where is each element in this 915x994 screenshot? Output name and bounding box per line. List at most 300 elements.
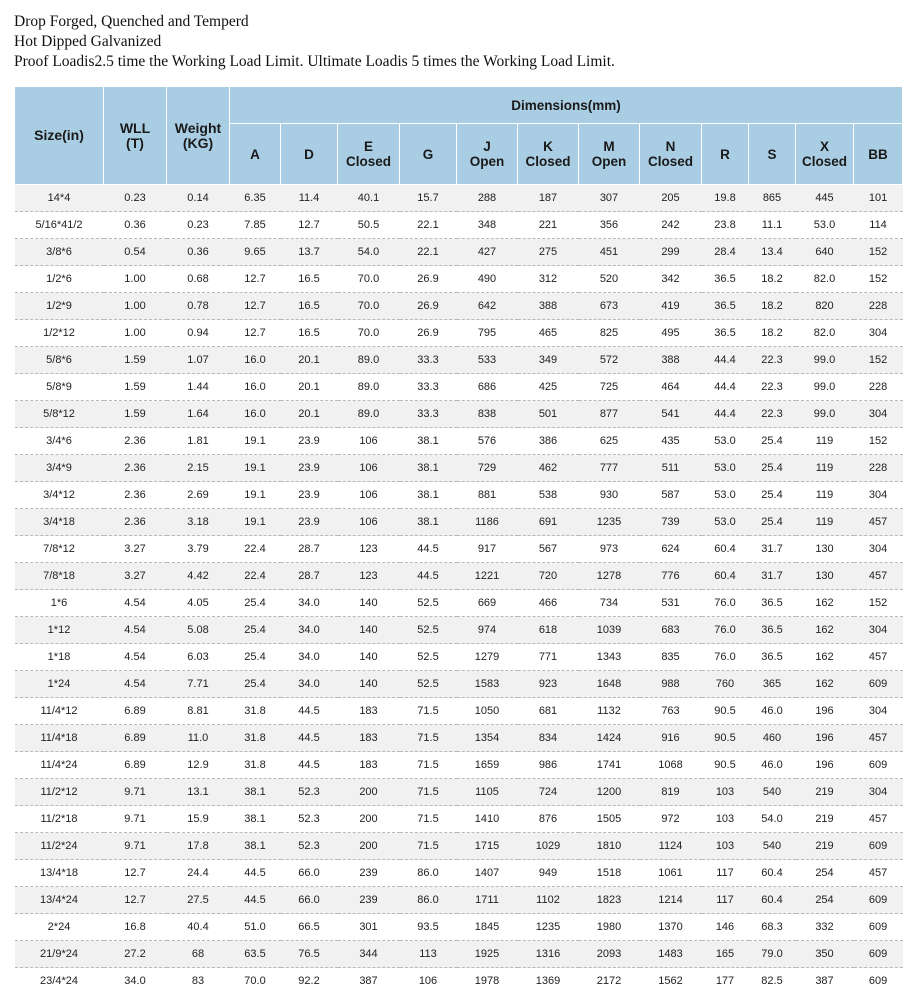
table-cell: 242 [640,212,702,239]
header-size: Size(in) [15,87,104,185]
table-cell: 1.00 [104,320,167,347]
table-cell: 3/4*12 [15,482,104,509]
table-cell: 445 [796,185,854,212]
table-cell: 275 [518,239,579,266]
header-wll: WLL (T) [104,87,167,185]
table-cell: 117 [702,887,749,914]
table-cell: 31.8 [230,698,281,725]
table-cell: 11.4 [281,185,338,212]
table-cell: 7.85 [230,212,281,239]
table-cell: 720 [518,563,579,590]
table-cell: 89.0 [338,374,400,401]
table-cell: 3/4*6 [15,428,104,455]
table-cell: 76.0 [702,644,749,671]
table-cell: 53.0 [702,509,749,536]
table-cell: 949 [518,860,579,887]
table-cell: 1370 [640,914,702,941]
table-cell: 820 [796,293,854,320]
intro-line: Drop Forged, Quenched and Temperd [14,12,615,32]
table-cell: 12.7 [104,860,167,887]
table-cell: 40.1 [338,185,400,212]
table-cell: 972 [640,806,702,833]
table-cell: 46.0 [749,698,796,725]
table-cell: 89.0 [338,401,400,428]
table-cell: 33.3 [400,374,457,401]
table-cell: 681 [518,698,579,725]
table-cell: 152 [854,266,903,293]
table-cell: 25.4 [749,455,796,482]
table-cell: 82.0 [796,266,854,293]
table-cell: 25.4 [749,428,796,455]
table-cell: 82.5 [749,968,796,994]
table-row [15,347,903,374]
table-cell: 52.5 [400,590,457,617]
table-cell: 200 [338,833,400,860]
table-cell: 1562 [640,968,702,994]
table-cell: 739 [640,509,702,536]
table-cell: 6.89 [104,725,167,752]
table-cell: 44.5 [230,887,281,914]
table-cell: 68 [167,941,230,968]
table-cell: 1.81 [167,428,230,455]
header-dim-col: D [281,124,338,185]
table-cell: 26.9 [400,266,457,293]
table-cell: 90.5 [702,698,749,725]
table-cell: 200 [338,779,400,806]
table-cell: 3.18 [167,509,230,536]
table-cell: 200 [338,806,400,833]
table-cell: 38.1 [400,428,457,455]
table-row [15,806,903,833]
table-cell: 239 [338,887,400,914]
table-cell: 18.2 [749,320,796,347]
table-cell: 1715 [457,833,518,860]
table-row [15,644,903,671]
table-cell: 19.1 [230,509,281,536]
table-cell: 618 [518,617,579,644]
table-cell: 11.1 [749,212,796,239]
table-cell: 1061 [640,860,702,887]
table-cell: 7.71 [167,671,230,698]
table-cell: 70.0 [338,266,400,293]
table-cell: 11/4*24 [15,752,104,779]
table-cell: 299 [640,239,702,266]
table-cell: 427 [457,239,518,266]
table-cell: 52.5 [400,671,457,698]
table-cell: 27.5 [167,887,230,914]
table-cell: 15.7 [400,185,457,212]
table-cell: 86.0 [400,860,457,887]
header-dim-col: N Closed [640,124,702,185]
table-cell: 6.89 [104,752,167,779]
table-cell: 46.0 [749,752,796,779]
table-cell: 734 [579,590,640,617]
table-cell: 177 [702,968,749,994]
table-cell: 205 [640,185,702,212]
table-row [15,536,903,563]
table-cell: 356 [579,212,640,239]
table-cell: 1583 [457,671,518,698]
table-cell: 876 [518,806,579,833]
table-cell: 22.3 [749,347,796,374]
table-cell: 254 [796,860,854,887]
table-cell: 152 [854,347,903,374]
table-cell: 288 [457,185,518,212]
table-cell: 16.5 [281,266,338,293]
table-cell: 576 [457,428,518,455]
table-cell: 34.0 [281,590,338,617]
table-cell: 609 [854,968,903,994]
table-cell: 15.9 [167,806,230,833]
table-cell: 0.36 [104,212,167,239]
table-cell: 17.8 [167,833,230,860]
intro-line: Proof Loadis2.5 time the Working Load Limit. Ultimate Loadis 5 times the Working Load Limit. [14,52,615,72]
table-cell: 834 [518,725,579,752]
table-cell: 819 [640,779,702,806]
table-cell: 2.15 [167,455,230,482]
table-cell: 9.71 [104,779,167,806]
table-cell: 1659 [457,752,518,779]
table-cell: 33.3 [400,401,457,428]
table-cell: 228 [854,293,903,320]
table-cell: 457 [854,860,903,887]
table-cell: 1.00 [104,266,167,293]
table-cell: 973 [579,536,640,563]
table-cell: 342 [640,266,702,293]
table-row [15,590,903,617]
table-cell: 23.8 [702,212,749,239]
table-cell: 31.7 [749,536,796,563]
table-cell: 12.7 [281,212,338,239]
table-cell: 38.1 [230,806,281,833]
table-cell: 624 [640,536,702,563]
table-cell: 71.5 [400,806,457,833]
table-row [15,617,903,644]
table-cell: 3/8*6 [15,239,104,266]
table-cell: 2093 [579,941,640,968]
table-cell: 795 [457,320,518,347]
table-cell: 117 [702,860,749,887]
table-cell: 1278 [579,563,640,590]
table-cell: 1.59 [104,401,167,428]
table-cell: 99.0 [796,347,854,374]
table-cell: 1029 [518,833,579,860]
table-cell: 19.1 [230,428,281,455]
table-row [15,509,903,536]
table-cell: 34.0 [104,968,167,994]
table-cell: 196 [796,698,854,725]
table-cell: 460 [749,725,796,752]
table-cell: 490 [457,266,518,293]
table-cell: 673 [579,293,640,320]
table-cell: 457 [854,563,903,590]
table-cell: 99.0 [796,401,854,428]
table-cell: 724 [518,779,579,806]
table-cell: 457 [854,725,903,752]
table-row [15,563,903,590]
table-cell: 83 [167,968,230,994]
table-cell: 38.1 [230,833,281,860]
table-cell: 520 [579,266,640,293]
table-row [15,833,903,860]
intro-text [14,12,615,72]
table-cell: 54.0 [749,806,796,833]
table-cell: 36.5 [702,320,749,347]
table-cell: 5/8*12 [15,401,104,428]
table-cell: 38.1 [400,509,457,536]
table-row [15,671,903,698]
table-cell: 425 [518,374,579,401]
table-cell: 19.1 [230,455,281,482]
table-cell: 877 [579,401,640,428]
table-cell: 4.05 [167,590,230,617]
table-cell: 609 [854,887,903,914]
table-cell: 140 [338,590,400,617]
table-cell: 0.23 [167,212,230,239]
table-cell: 36.5 [749,644,796,671]
table-cell: 451 [579,239,640,266]
table-cell: 609 [854,941,903,968]
table-cell: 60.4 [749,860,796,887]
table-cell: 44.5 [230,860,281,887]
table-cell: 669 [457,590,518,617]
table-cell: 1*12 [15,617,104,644]
table-cell: 8.81 [167,698,230,725]
table-cell: 419 [640,293,702,320]
table-cell: 9.71 [104,833,167,860]
table-cell: 103 [702,833,749,860]
table-cell: 53.0 [702,428,749,455]
table-cell: 52.5 [400,617,457,644]
table-cell: 52.3 [281,833,338,860]
table-cell: 6.89 [104,698,167,725]
table-cell: 27.2 [104,941,167,968]
table-cell: 51.0 [230,914,281,941]
table-cell: 1/2*6 [15,266,104,293]
table-cell: 1*24 [15,671,104,698]
table-cell: 388 [518,293,579,320]
table-cell: 9.71 [104,806,167,833]
table-cell: 140 [338,617,400,644]
table-cell: 44.4 [702,374,749,401]
table-cell: 365 [749,671,796,698]
table-cell: 541 [640,401,702,428]
table-cell: 44.5 [400,563,457,590]
table-cell: 106 [338,455,400,482]
table-row [15,428,903,455]
table-cell: 332 [796,914,854,941]
table-cell: 3/4*18 [15,509,104,536]
table-cell: 1505 [579,806,640,833]
table-cell: 162 [796,617,854,644]
table-cell: 5/16*41/2 [15,212,104,239]
table-cell: 1810 [579,833,640,860]
table-cell: 1823 [579,887,640,914]
table-cell: 13.7 [281,239,338,266]
table-cell: 71.5 [400,698,457,725]
table-cell: 52.5 [400,644,457,671]
table-cell: 44.4 [702,401,749,428]
table-cell: 1343 [579,644,640,671]
table-cell: 106 [338,482,400,509]
table-cell: 683 [640,617,702,644]
table-cell: 86.0 [400,887,457,914]
table-cell: 2*24 [15,914,104,941]
table-cell: 20.1 [281,401,338,428]
table-cell: 691 [518,509,579,536]
table-cell: 228 [854,455,903,482]
table-cell: 540 [749,833,796,860]
table-cell: 1980 [579,914,640,941]
table-cell: 1424 [579,725,640,752]
table-cell: 119 [796,428,854,455]
table-cell: 19.1 [230,482,281,509]
table-cell: 36.5 [749,617,796,644]
header-dim-col: E Closed [338,124,400,185]
table-cell: 26.9 [400,320,457,347]
header-dim-col: S [749,124,796,185]
table-cell: 307 [579,185,640,212]
table-cell: 387 [338,968,400,994]
table-cell: 239 [338,860,400,887]
table-cell: 572 [579,347,640,374]
table-cell: 771 [518,644,579,671]
table-cell: 68.3 [749,914,796,941]
table-cell: 531 [640,590,702,617]
table-cell: 221 [518,212,579,239]
table-cell: 5.08 [167,617,230,644]
table-cell: 1279 [457,644,518,671]
table-cell: 0.23 [104,185,167,212]
table-cell: 609 [854,914,903,941]
table-cell: 0.54 [104,239,167,266]
table-cell: 16.5 [281,293,338,320]
table-cell: 25.4 [230,671,281,698]
table-cell: 20.1 [281,374,338,401]
table-cell: 11/4*18 [15,725,104,752]
table-cell: 36.5 [702,293,749,320]
table-cell: 1050 [457,698,518,725]
table-cell: 312 [518,266,579,293]
table-cell: 825 [579,320,640,347]
table-cell: 1214 [640,887,702,914]
table-cell: 1186 [457,509,518,536]
table-cell: 28.7 [281,536,338,563]
table-cell: 350 [796,941,854,968]
table-cell: 113 [400,941,457,968]
table-cell: 1200 [579,779,640,806]
table-cell: 21/9*24 [15,941,104,968]
table-cell: 54.0 [338,239,400,266]
table-cell: 70.0 [230,968,281,994]
table-cell: 1235 [579,509,640,536]
header-dimensions: Dimensions(mm) [230,87,903,124]
table-cell: 82.0 [796,320,854,347]
table-cell: 1518 [579,860,640,887]
table-cell: 16.0 [230,401,281,428]
table-row [15,320,903,347]
table-cell: 146 [702,914,749,941]
table-cell: 387 [796,968,854,994]
table-cell: 9.65 [230,239,281,266]
table-cell: 13.4 [749,239,796,266]
table-cell: 1483 [640,941,702,968]
table-cell: 44.5 [281,698,338,725]
table-cell: 89.0 [338,347,400,374]
table-cell: 344 [338,941,400,968]
table-cell: 435 [640,428,702,455]
table-cell: 11/2*18 [15,806,104,833]
table-cell: 1711 [457,887,518,914]
table-cell: 642 [457,293,518,320]
table-cell: 462 [518,455,579,482]
table-cell: 119 [796,455,854,482]
table-body [15,185,903,994]
table-cell: 152 [854,590,903,617]
table-cell: 123 [338,563,400,590]
table-cell: 50.5 [338,212,400,239]
table-row [15,374,903,401]
table-cell: 76.0 [702,617,749,644]
table-cell: 2172 [579,968,640,994]
table-cell: 79.0 [749,941,796,968]
table-cell: 1316 [518,941,579,968]
table-cell: 1.44 [167,374,230,401]
header-dim-col: A [230,124,281,185]
table-cell: 1.64 [167,401,230,428]
table-cell: 22.1 [400,239,457,266]
table-cell: 63.5 [230,941,281,968]
table-cell: 23.9 [281,509,338,536]
table-cell: 44.4 [702,347,749,374]
table-cell: 1354 [457,725,518,752]
table-cell: 304 [854,698,903,725]
header-dim-col: M Open [579,124,640,185]
table-cell: 7/8*18 [15,563,104,590]
table-cell: 865 [749,185,796,212]
table-cell: 7/8*12 [15,536,104,563]
table-cell: 19.8 [702,185,749,212]
table-cell: 1925 [457,941,518,968]
table-row [15,914,903,941]
table-cell: 540 [749,779,796,806]
table-cell: 152 [854,239,903,266]
table-cell: 625 [579,428,640,455]
table-cell: 5/8*9 [15,374,104,401]
table-cell: 103 [702,779,749,806]
table-cell: 70.0 [338,320,400,347]
table-cell: 1978 [457,968,518,994]
table-cell: 23.9 [281,482,338,509]
table-cell: 13.1 [167,779,230,806]
table-cell: 114 [854,212,903,239]
table-cell: 52.3 [281,779,338,806]
table-cell: 53.0 [796,212,854,239]
table-cell: 1105 [457,779,518,806]
table-cell: 304 [854,779,903,806]
table-cell: 348 [457,212,518,239]
table-cell: 22.1 [400,212,457,239]
table-row [15,941,903,968]
header-dim-col: G [400,124,457,185]
table-cell: 2.36 [104,455,167,482]
table-cell: 1369 [518,968,579,994]
table-cell: 34.0 [281,644,338,671]
spec-table [14,86,903,994]
table-cell: 20.1 [281,347,338,374]
table-cell: 44.5 [400,536,457,563]
table-cell: 66.5 [281,914,338,941]
